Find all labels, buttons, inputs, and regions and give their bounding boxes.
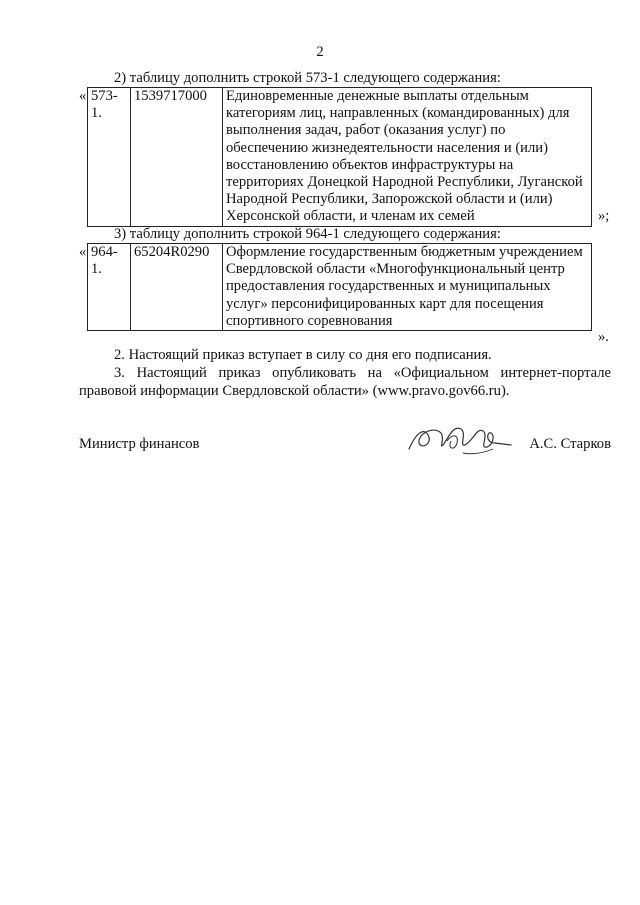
budget-code-cell: 1539717000 [131,88,223,227]
table1-close-quote: »; [598,208,610,224]
table2-open-quote: « [79,244,87,260]
clause-3: 3. Настоящий приказ опубликовать на «Официальном интернет-портале правовой информации Свердловской области» (www.pravo.gov66.ru). [79,365,611,399]
description-cell: Единовременные денежные выплаты отдельным категориям лиц, направленных (командированных) для выполнения задач, работ (оказания услуг) по обеспечению жизнедеятельности населения и (или) восстановлению объектов инфраструктуры на территориях Донецкой Народной Республики, Луганской Народной Республики, Запорожской области и (или) Херсонской области, и членам их семей [223,88,592,227]
table1-open-quote: « [79,88,87,104]
item3-intro: 3) таблицу дополнить строкой 964-1 следующего содержания: [114,226,501,242]
table-row [88,244,592,331]
table-row [88,88,592,227]
budget-code-cell: 65204R0290 [131,244,223,331]
signer-name: А.С. Старков [529,436,611,452]
item2-intro: 2) таблицу дополнить строкой 573-1 следующего содержания: [114,70,501,86]
table2 [87,243,592,331]
page-number: 2 [316,44,324,60]
row-number-cell: 573-1. [88,88,131,227]
table1 [87,87,592,227]
clause-2: 2. Настоящий приказ вступает в силу со дня его подписания. [114,347,492,363]
description-cell: Оформление государственным бюджетным учреждением Свердловской области «Многофункциональный центр предоставления государственных и муниципальных услуг» персонифицированных карт для посещения спортивного соревнования [223,244,592,331]
row-number-cell: 964-1. [88,244,131,331]
table2-close-quote: ». [598,329,609,345]
position-title: Министр финансов [79,436,200,452]
handwritten-signature [403,419,513,459]
signature-block [79,433,611,463]
